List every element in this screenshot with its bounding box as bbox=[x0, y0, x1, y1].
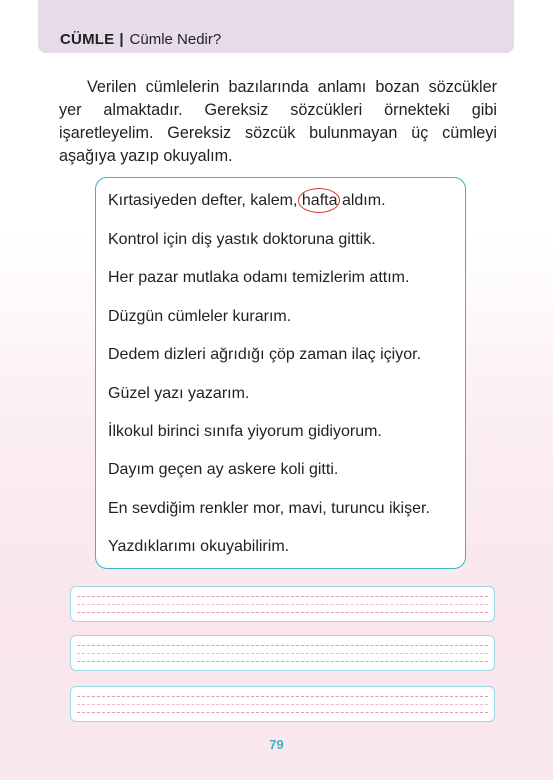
page-number: 79 bbox=[269, 737, 284, 752]
sentence-8: Dayım geçen ay askere koli gitti. bbox=[108, 461, 339, 478]
header bbox=[60, 31, 221, 48]
answer-line-2[interactable] bbox=[70, 635, 495, 671]
sentence-box bbox=[95, 177, 466, 569]
sentence-1-end: aldım. bbox=[341, 192, 386, 209]
answer-line-1[interactable] bbox=[70, 586, 495, 622]
sentence-1-start: Kırtasiyeden defter, kalem, bbox=[108, 192, 298, 209]
sentence-2: Kontrol için diş yastık doktoruna gittik. bbox=[108, 231, 376, 248]
circled-word: hafta bbox=[301, 192, 338, 209]
sentence-10: Yazdıklarımı okuyabilirim. bbox=[108, 538, 290, 555]
topic-title: Cümle Nedir? bbox=[129, 31, 222, 48]
instruction-text: Verilen cümlelerin bazılarında anlamı bozan sözcükler yer almaktadır. Gereksiz sözcükleri örnekteki gibi işaretleyelim. Gereksiz sözcük bulunmayan üç cümleyi aşağıya yazıp okuyalım. bbox=[59, 78, 497, 165]
sentence-6: Güzel yazı yazarım. bbox=[108, 385, 250, 402]
header-separator: | bbox=[119, 31, 124, 48]
sentence-7: İlkokul birinci sınıfa yiyorum gidiyorum. bbox=[108, 423, 382, 440]
section-title: CÜMLE bbox=[60, 31, 115, 48]
sentence-3: Her pazar mutlaka odamı temizlerim attım. bbox=[108, 269, 410, 286]
sentence-9: En sevdiğim renkler mor, mavi, turuncu ikişer. bbox=[108, 500, 430, 517]
sentence-4: Düzgün cümleler kurarım. bbox=[108, 308, 292, 325]
answer-line-3[interactable] bbox=[70, 686, 495, 722]
sentence-5: Dedem dizleri ağrıdığı çöp zaman ilaç içiyor. bbox=[108, 346, 422, 363]
sentence-1 bbox=[108, 192, 386, 210]
